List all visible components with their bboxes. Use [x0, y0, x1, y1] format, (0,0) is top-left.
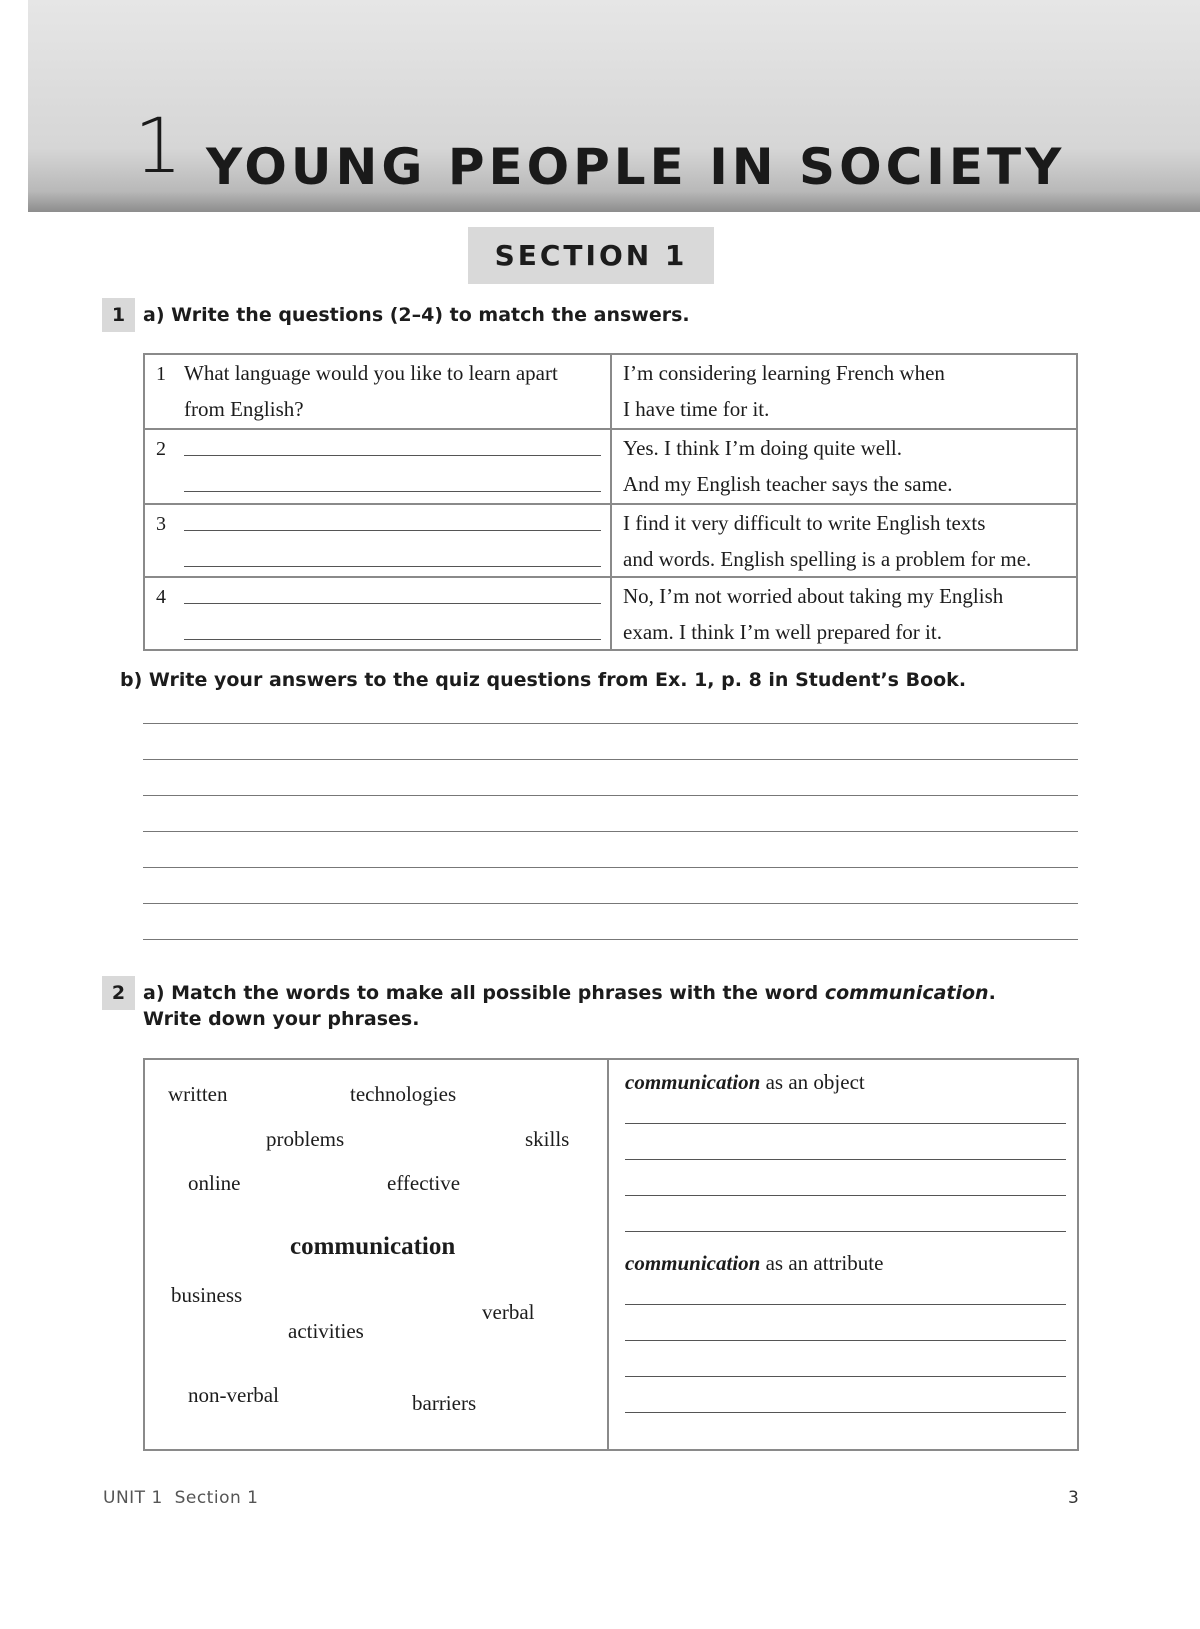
table-row: [145, 355, 1076, 428]
word-effective: effective: [387, 1171, 461, 1195]
phrase-write-line[interactable]: [625, 1231, 1066, 1232]
exercise-1-table: [143, 353, 1078, 651]
answer-write-line[interactable]: [143, 795, 1078, 796]
word-skills: skills: [525, 1127, 570, 1151]
object-heading-word: communication: [625, 1070, 761, 1094]
answer-write-line[interactable]: [143, 831, 1078, 832]
word-communication-center: communication: [290, 1233, 456, 1260]
row-number: 1: [156, 363, 166, 385]
word-verbal: verbal: [482, 1300, 535, 1324]
unit-number: 1: [134, 101, 183, 190]
answer-write-line[interactable]: [143, 723, 1078, 724]
exercise-2-table: [143, 1058, 1079, 1451]
exercise-2a-instruction-line-2: Write down your phrases.: [143, 1008, 420, 1030]
answer-line-1: I find it very difficult to write English texts: [623, 511, 986, 535]
attribute-heading-rest: as an attribute: [760, 1251, 884, 1275]
section-label: SECTION 1: [494, 239, 688, 272]
answer-write-line[interactable]: [143, 759, 1078, 760]
table-row: [145, 576, 1076, 649]
attribute-heading: [625, 1251, 883, 1276]
question-write-line[interactable]: [184, 455, 601, 456]
question-write-line[interactable]: [184, 530, 601, 531]
exercise-2-number: 2: [102, 976, 135, 1010]
answer-line-1: No, I’m not worried about taking my English: [623, 584, 1004, 608]
page-number: 3: [1068, 1488, 1079, 1508]
exercise-1b-instruction: b) Write your answers to the quiz questions from Ex. 1, p. 8 in Student’s Book.: [120, 669, 967, 691]
section-label-box: [468, 227, 714, 284]
question-write-line[interactable]: [184, 603, 601, 604]
phrase-write-line[interactable]: [625, 1376, 1066, 1377]
phrase-write-line[interactable]: [625, 1340, 1066, 1341]
phrase-write-line[interactable]: [625, 1412, 1066, 1413]
word-barriers: barriers: [412, 1391, 477, 1415]
table-row: [145, 503, 1076, 576]
answer-line-2: and words. English spelling is a problem for me.: [623, 547, 1032, 571]
question-write-line[interactable]: [184, 566, 601, 567]
row-number: 4: [156, 586, 166, 608]
exercise-1-number: 1: [102, 298, 135, 332]
word-business: business: [171, 1283, 243, 1307]
exercise-1a-instruction: a) Write the questions (2–4) to match the answers.: [143, 304, 690, 326]
phrase-write-line[interactable]: [625, 1159, 1066, 1160]
answer-line-2: exam. I think I’m well prepared for it.: [623, 620, 942, 644]
question-text: What language would you like to learn apart from English?: [184, 361, 558, 421]
word-online: online: [188, 1171, 241, 1195]
phrase-write-line[interactable]: [625, 1123, 1066, 1124]
word-non-verbal: non-verbal: [188, 1383, 279, 1407]
footer-unit-section: UNIT 1 Section 1: [103, 1488, 259, 1508]
question-write-line[interactable]: [184, 639, 601, 640]
attribute-heading-word: communication: [625, 1251, 761, 1275]
table-row: [145, 428, 1076, 503]
row-number: 2: [156, 438, 166, 460]
answer-write-line[interactable]: [143, 939, 1078, 940]
object-heading: [625, 1070, 865, 1095]
instruction-text: a) Match the words to make all possible phrases with the word: [143, 982, 825, 1004]
instruction-text-end: .: [988, 982, 996, 1004]
object-heading-rest: as an object: [760, 1070, 865, 1094]
answer-line-1: Yes. I think I’m doing quite well.: [623, 436, 903, 460]
answer-write-line[interactable]: [143, 867, 1078, 868]
word-activities: activities: [288, 1319, 364, 1343]
question-write-line[interactable]: [184, 491, 601, 492]
answer-write-line[interactable]: [143, 903, 1078, 904]
phrase-write-line[interactable]: [625, 1304, 1066, 1305]
phrase-write-line[interactable]: [625, 1195, 1066, 1196]
table-column-divider: [607, 1060, 609, 1449]
instruction-italic-word: communication: [824, 982, 989, 1004]
unit-title: YOUNG PEOPLE IN SOCIETY: [206, 138, 1066, 196]
word-written: written: [168, 1082, 228, 1106]
answer-line-2: And my English teacher says the same.: [623, 472, 953, 496]
exercise-2a-instruction: [143, 980, 996, 1006]
answer-line-2: I have time for it.: [623, 397, 770, 421]
answer-line-1: I’m considering learning French when: [623, 361, 945, 385]
word-technologies: technologies: [350, 1082, 457, 1106]
row-number: 3: [156, 513, 166, 535]
word-problems: problems: [266, 1127, 345, 1151]
